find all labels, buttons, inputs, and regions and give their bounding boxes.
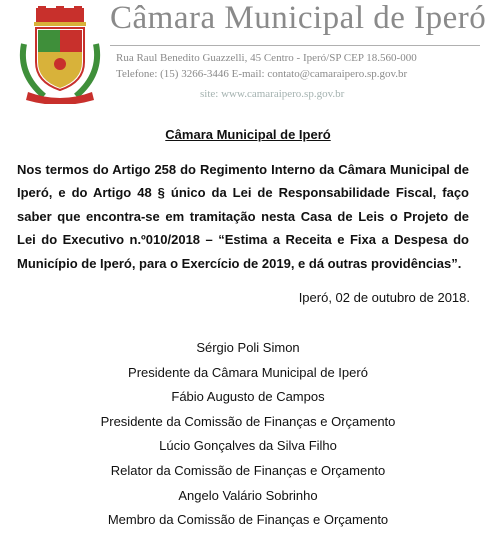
document-title: Câmara Municipal de Iperó	[165, 127, 331, 142]
signer-role: Presidente da Câmara Municipal de Iperó	[128, 364, 368, 380]
signer-role: Relator da Comissão de Finanças e Orçamento	[110, 462, 386, 478]
signer-role: Membro da Comissão de Finanças e Orçamento	[107, 512, 389, 528]
letterhead	[0, 0, 496, 110]
phone-email-line: Telefone: (15) 3266-3446 E-mail: contato@camaraipero.sp.gov.br	[116, 68, 408, 80]
signer-name: Fábio Augusto de Campos	[171, 389, 325, 405]
notice-body: Nos termos do Artigo 258 do Regimento Interno da Câmara Municipal de Iperó, e do Artigo 48 § único da Lei de Responsabilidade Fiscal, faço saber que encontra-se em tramitação nesta Casa de Leis o Projeto de Lei do Executivo n.º010/2018 – “Estima a Receita e Fixa a Despesa do Município de Iperó, para o Exercício de 2019, e dá outras providências”.	[17, 162, 469, 271]
municipal-crest-icon	[14, 4, 106, 104]
signer-name: Lúcio Gonçalves da Silva Filho	[159, 438, 337, 454]
address-line: Rua Raul Benedito Guazzelli, 45 Centro - Iperó/SP CEP 18.560-000	[116, 52, 417, 64]
signatures-block	[0, 336, 496, 533]
signer-role: Presidente da Comissão de Finanças e Orçamento	[100, 413, 396, 429]
header-divider	[110, 45, 480, 46]
site-line: site: www.camaraipero.sp.gov.br	[200, 88, 345, 100]
signer-name: Sérgio Poli Simon	[196, 340, 300, 355]
signer-name: Angelo Valário Sobrinho	[178, 487, 318, 503]
org-name: Câmara Municipal de Iperó	[110, 0, 487, 36]
date-line: Iperó, 02 de outubro de 2018.	[298, 290, 470, 305]
